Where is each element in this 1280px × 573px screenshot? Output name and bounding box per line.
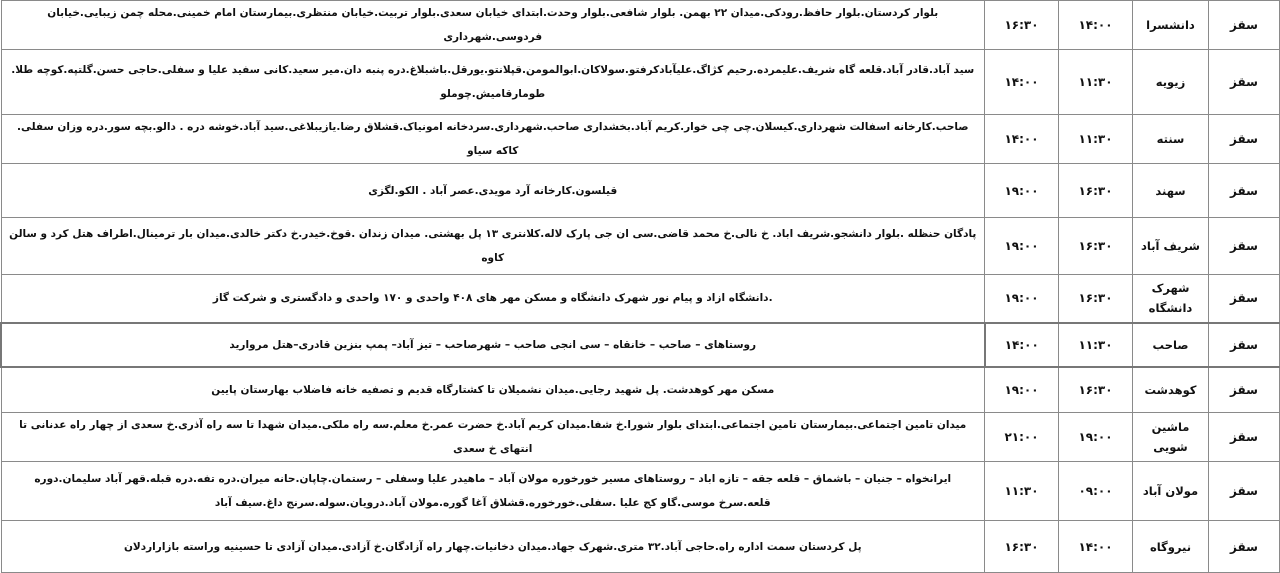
area-cell: شهرک دانشگاه [1133, 275, 1209, 323]
start-time-cell: ۱۶:۳۰ [1059, 164, 1133, 218]
city-cell: سقز [1209, 218, 1280, 275]
table-row [1, 521, 1280, 573]
end-time-cell: ۱۹:۰۰ [985, 218, 1059, 275]
end-time-cell: ۱۹:۰۰ [985, 367, 1059, 413]
start-time-cell: ۰۹:۰۰ [1059, 462, 1133, 521]
addresses-cell: .دانشگاه ازاد و پیام نور شهرک دانشگاه و مسکن مهر های ۴۰۸ واحدی و ۱۷۰ واحدی و دادگستری و شرکت گاز [1, 275, 985, 323]
city-cell: سقز [1209, 367, 1280, 413]
table-row [1, 413, 1280, 462]
area-cell: نیروگاه [1133, 521, 1209, 573]
table-row [1, 164, 1280, 218]
end-time-cell: ۱۶:۳۰ [985, 521, 1059, 573]
start-time-cell: ۱۶:۳۰ [1059, 275, 1133, 323]
area-cell: ماشین شویی [1133, 413, 1209, 462]
addresses-cell: بلوار کردستان.بلوار حافظ.رودکی.میدان ۲۲ بهمن. بلوار شافعی.بلوار وحدت.ابتدای خیابان سعدی.بلوار تربیت.خیابان منتظری.بیمارستان امام خمینی.محله چمن زیبایی.خیابان فردوسی.شهرداری [1, 1, 985, 50]
addresses-cell: صاحب.کارخانه اسفالت شهرداری.کیسلان.چی چی خوار.کریم آباد.بخشداری صاحب.شهرداری.سردخانه امونیاک.قشلاق رضا.یازیبلاغی.سید آباد.خوشه دره . دالو.بچه سور.دره وزان سفلی. کاکه سیاو [1, 115, 985, 164]
start-time-cell: ۱۱:۳۰ [1059, 115, 1133, 164]
area-cell: سنته [1133, 115, 1209, 164]
addresses-cell: سید آباد.قادر آباد.قلعه گاه شریف.علیمرده.رحیم کژاگ.علیآبادکرفتو.سولاکان.ابوالمومن.قپلانتو.یورقل.باشبلاغ.دره پنبه دان.میر سعید.کانی سفید علیا و سفلی.حاجی حسن.گلتپه.کوچه طلا. طومارقامیش.چوملو [1, 50, 985, 115]
end-time-cell: ۱۹:۰۰ [985, 164, 1059, 218]
table-row [1, 115, 1280, 164]
area-cell: دانشسرا [1133, 1, 1209, 50]
end-time-cell: ۱۴:۰۰ [985, 115, 1059, 164]
end-time-cell: ۱۴:۰۰ [985, 50, 1059, 115]
addresses-cell: مسکن مهر کوهدشت. پل شهید رجایی.میدان نشمیلان تا کشتارگاه قدیم و تصفیه خانه فاضلاب بهارستان پایین [1, 367, 985, 413]
table-row [1, 218, 1280, 275]
end-time-cell: ۱۴:۰۰ [985, 323, 1059, 367]
end-time-cell: ۲۱:۰۰ [985, 413, 1059, 462]
start-time-cell: ۱۹:۰۰ [1059, 413, 1133, 462]
start-time-cell: ۱۶:۳۰ [1059, 218, 1133, 275]
city-cell: سقز [1209, 521, 1280, 573]
addresses-cell: پل کردستان سمت اداره راه.حاجی آباد.۳۲ متری.شهرک جهاد.میدان دخانیات.چهار راه آزادگان.خ آزادی.میدان آزادی تا حسینیه وراسته بازاراردلان [1, 521, 985, 573]
city-cell: سقز [1209, 115, 1280, 164]
start-time-cell: ۱۱:۳۰ [1059, 50, 1133, 115]
table-row [1, 367, 1280, 413]
area-cell: زیویه [1133, 50, 1209, 115]
start-time-cell: ۱۶:۳۰ [1059, 367, 1133, 413]
area-cell: شریف آباد [1133, 218, 1209, 275]
addresses-cell: پادگان حنظله .بلوار دانشجو.شریف اباد. خ نالی.خ محمد قاضی.سی ان جی پارک لاله.کلانتری ۱۳ پل بهشتی. میدان زندان .قوخ.خیدر.خ دکتر خالدی.میدان بار ترمینال.اطراف هتل کرد و سالن کاوه [1, 218, 985, 275]
table-row [1, 50, 1280, 115]
table-row [1, 275, 1280, 323]
city-cell: سقز [1209, 50, 1280, 115]
addresses-cell: میدان تامین اجتماعی.بیمارستان تامین اجتماعی.ابتدای بلوار شورا.خ شفا.میدان کریم آباد.خ حضرت عمر.خ معلم.سه راه ملکی.میدان شهدا تا سه راه آذری.خ سعدی از چهار راه عدنانی تا انتهای خ سعدی [1, 413, 985, 462]
end-time-cell: ۱۶:۳۰ [985, 1, 1059, 50]
city-cell: سقز [1209, 413, 1280, 462]
city-cell: سقز [1209, 164, 1280, 218]
start-time-cell: ۱۴:۰۰ [1059, 521, 1133, 573]
area-cell: سهند [1133, 164, 1209, 218]
addresses-cell: قیلسون.کارخانه آرد مویدی.عصر آباد . الکو.لگزی [1, 164, 985, 218]
addresses-cell: ایرانخواه – جنیان – باشماق – قلعه جقه – تازه اباد – روستاهای مسیر خورخوره مولان آباد – ماهیدر علیا وسفلی – رستمان.چاپان.حانه میران.دره تفه.دره قبله.قهر آباد سلیمان.دوره قلعه.سرخ موسی.گاو کج علیا .سفلی.خورخوره.قشلاق آغا گوره.مولان آباد.درویان.سوله.سرنج داغ.سیف آباد [1, 462, 985, 521]
area-cell: صاحب [1133, 323, 1209, 367]
start-time-cell: ۱۱:۳۰ [1059, 323, 1133, 367]
addresses-cell: روستاهای – صاحب – خانقاه – سی انجی صاحب – شهرصاحب – تیز آباد– پمپ بنزین قادری–هتل مروارید [1, 323, 985, 367]
end-time-cell: ۱۱:۳۰ [985, 462, 1059, 521]
end-time-cell: ۱۹:۰۰ [985, 275, 1059, 323]
city-cell: سقز [1209, 323, 1280, 367]
table-row [1, 323, 1280, 367]
city-cell: سقز [1209, 462, 1280, 521]
start-time-cell: ۱۴:۰۰ [1059, 1, 1133, 50]
table-row [1, 1, 1280, 50]
table-row [1, 462, 1280, 521]
area-cell: مولان آباد [1133, 462, 1209, 521]
area-cell: کوهدشت [1133, 367, 1209, 413]
city-cell: سقز [1209, 275, 1280, 323]
city-cell: سقز [1209, 1, 1280, 50]
